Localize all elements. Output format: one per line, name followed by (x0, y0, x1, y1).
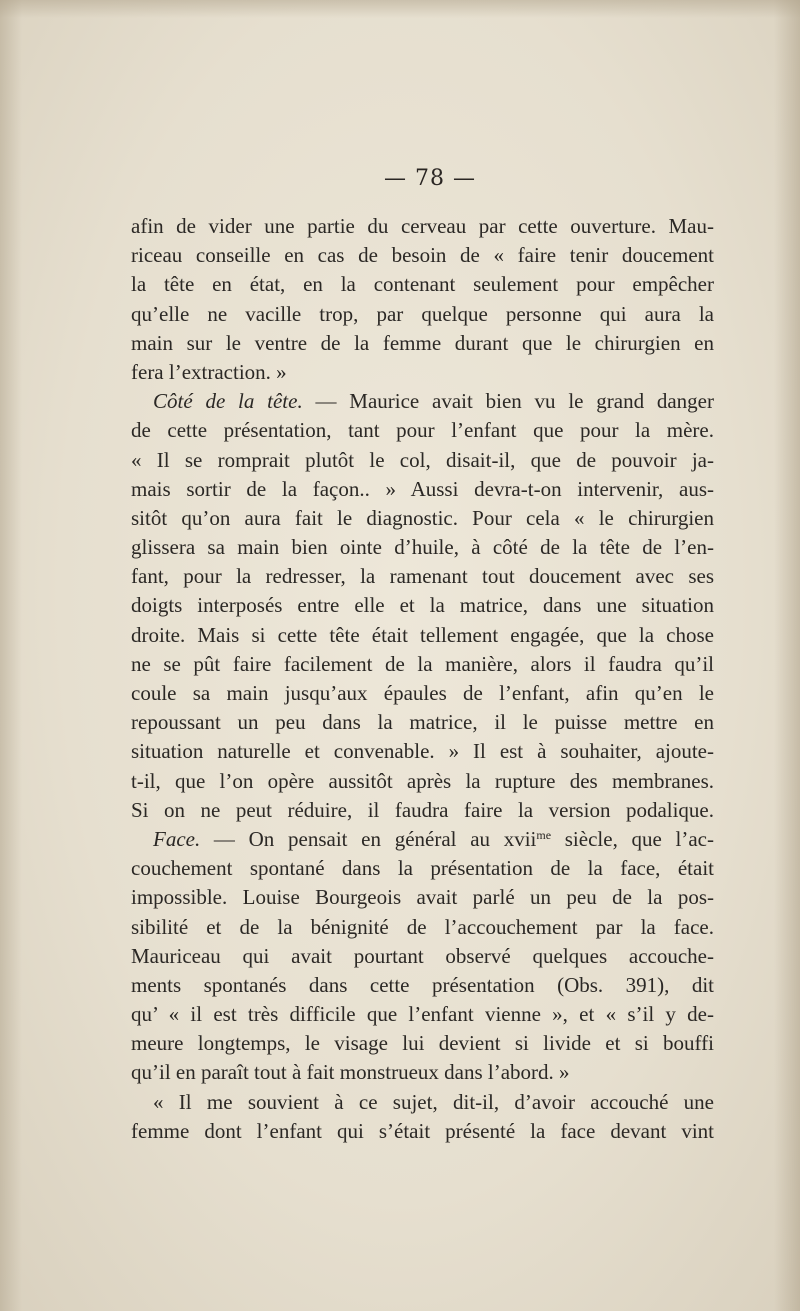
page-number: — 78 — (384, 166, 476, 191)
section-heading-face: Face. (153, 826, 201, 851)
text-line: « Il se romprait plutôt le col, disait-il, que de pouvoir ja- (131, 447, 714, 472)
text-line: glissera sa main bien ointe d’huile, à côté de la tête de l’en- (131, 535, 714, 560)
text-line: qu’il en paraît tout à fait monstrueux dans l’abord. » (131, 1060, 570, 1085)
text-line: doigts interposés entre elle et la matrice, dans une situation (131, 593, 714, 618)
text-line: couchement spontané dans la présentation de la face, était (131, 856, 714, 881)
text-line: « Il me souvient à ce sujet, dit-il, d’avoir accouché une (153, 1089, 714, 1114)
text-line: situation naturelle et convenable. » Il est à souhaiter, ajoute- (131, 739, 714, 764)
text-line: droite. Mais si cette tête était tellement engagée, que la chose (131, 622, 714, 647)
text-line-section-face: Face. — On pensait en général au xvii$^{me}$ siècle, que l’ac- (153, 826, 714, 851)
text-line: la tête en état, en la contenant seulement pour empêcher (131, 272, 714, 297)
text-line: main sur le ventre de la femme durant que le chirurgien en (131, 330, 714, 355)
text-line: mais sortir de la façon.. » Aussi devra-t-on intervenir, aus- (131, 476, 714, 501)
text-line: femme dont l’enfant qui s’était présenté la face devant vint (131, 1118, 714, 1143)
text-line: de cette présentation, tant pour l’enfant que pour la mère. (131, 418, 714, 443)
text-line: t-il, que l’on opère aussitôt après la rupture des membranes. (131, 768, 714, 793)
text-line: sibilité et de la bénignité de l’accouchement par la face. (131, 914, 714, 939)
text-line-section-cote-de-la-tete: Côté de la tête. — Maurice avait bien vu le grand danger (153, 389, 714, 414)
text-line: ments spontanés dans cette présentation (Obs. 391), dit (131, 972, 714, 997)
text-line: sitôt qu’on aura fait le diagnostic. Pour cela « le chirurgien (131, 505, 714, 530)
text-line: repoussant un peu dans la matrice, il le puisse mettre en (131, 710, 714, 735)
text-line: meure longtemps, le visage lui devient si livide et si bouffi (131, 1031, 714, 1056)
page-edge-shadow-top (0, 0, 800, 18)
text-line: qu’elle ne vacille trop, par quelque personne qui aura la (131, 301, 714, 326)
page-edge-shadow-left (0, 0, 22, 1311)
text-line: Si on ne peut réduire, il faudra faire la version podalique. (131, 797, 714, 822)
text-line: fera l’extraction. » (131, 359, 287, 384)
text-line: Mauriceau qui avait pourtant observé quelques accouche- (131, 943, 714, 968)
text-line: coule sa main jusqu’aux épaules de l’enfant, afin qu’en le (131, 681, 714, 705)
text-line: fant, pour la redresser, la ramenant tout doucement avec ses (131, 564, 714, 589)
text-line: impossible. Louise Bourgeois avait parlé un peu de la pos- (131, 885, 714, 910)
text-line: riceau conseille en cas de besoin de « faire tenir doucement (131, 243, 714, 268)
body-text (131, 212, 714, 1146)
text-line: qu’ « il est très difficile que l’enfant vienne », et « s’il y de- (131, 1002, 714, 1027)
text-line: afin de vider une partie du cerveau par cette ouverture. Mau- (131, 214, 714, 238)
superscript-me: me (536, 827, 552, 842)
text-line: ne se pût faire facilement de la manière, alors il faudra qu’il (131, 651, 714, 676)
page-edge-shadow-right (774, 0, 800, 1311)
section-heading-cote-de-la-tete: Côté de la tête. (153, 389, 303, 414)
